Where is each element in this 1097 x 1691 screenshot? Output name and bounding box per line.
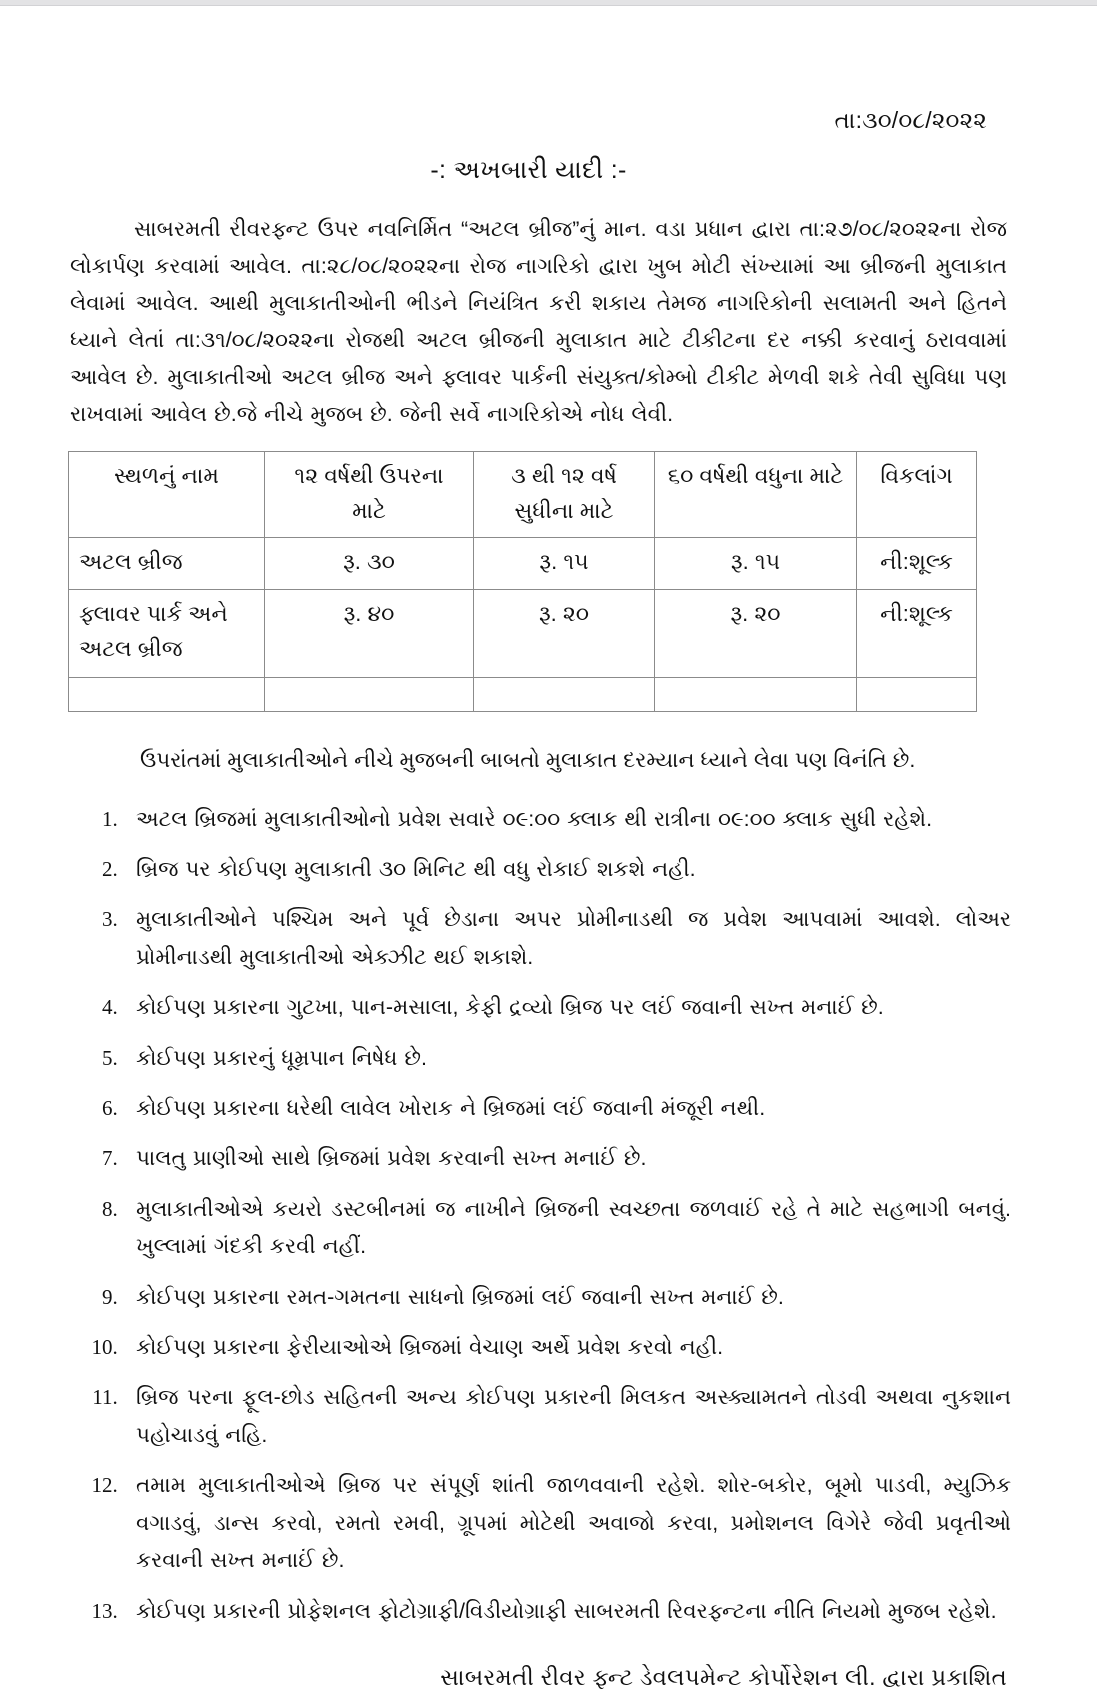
table-header-above60: ૬૦ વર્ષથી વધુના માટે — [655, 451, 857, 538]
cell-place: અટલ બ્રીજ — [69, 538, 265, 590]
list-item: 8. મુલાકાતીઓએ કયરો ડસ્ટબીનમાં જ નાખીને બ્રિજની સ્વચ્છતા જળવાઈં રહે તે માટે સહભાગી બનવું. ખુલ્લામાં ગંદકી કરવી નહીં. — [124, 1191, 1029, 1266]
cell-above60: રૂ. ૧૫ — [655, 538, 857, 590]
list-item: 3. મુલાકાતીઓને પશ્ચિમ અને પૂર્વ છેડાના અપર પ્રોમીનાડથી જ પ્રવેશ આપવામાં આવશે. લોઅર પ્રોમીનાડથી મુલાકાતીઓ એક્ઝીટ થઈ શકાશે. — [124, 901, 1029, 976]
cell-above12: રૂ. ૩૦ — [265, 538, 474, 590]
table-header-disabled: વિકલાંગ — [857, 451, 977, 538]
cell-disabled: ની:શૂલ્ક — [857, 590, 977, 678]
list-item: 10. કોઈપણ પ્રકારના ફેરીયાઓએ બ્રિજમાં વેચાણ અર્થે પ્રવેશ કરવો નહી. — [124, 1329, 1029, 1366]
list-item: 9. કોઈપણ પ્રકારના રમત-ગમતના સાધનો બ્રિજમાં લઈં જવાની સખ્ત મનાઈં છે. — [124, 1279, 1029, 1316]
list-item: 1. અટલ બ્રિજમાં મુલાકાતીઓનો પ્રવેશ સવારે ૦૯:૦૦ ક્લાક થી રાત્રીના ૦૯:૦૦ ક્લાક સુધી રહેશે. — [124, 801, 1029, 838]
table-header-place: સ્થળનું નામ — [69, 451, 265, 538]
table-header-row — [69, 451, 977, 538]
window-top-strip — [0, 0, 1097, 6]
list-item: 7. પાલતુ પ્રાણીઓ સાથે બ્રિજમાં પ્રવેશ કરવાની સખ્ત મનાઈં છે. — [124, 1140, 1029, 1177]
list-item: 4. કોઈપણ પ્રકારના ગુટખા, પાન-મસાલા, કેફી દ્રવ્યો બ્રિજ પર લઈં જવાની સખ્ત મનાઈં છે. — [124, 989, 1029, 1026]
document-page — [0, 7, 1097, 1690]
fare-table — [68, 451, 977, 712]
cell-age3to12 — [474, 678, 655, 712]
page-title: -: અખબારી યાદી :- — [430, 156, 627, 184]
table-header-above12: ૧૨ વર્ષથી ઉપરના માટે — [265, 451, 474, 538]
list-item: 5. કોઈપણ પ્રકારનું ધૂમ્રપાન નિષેધ છે. — [124, 1040, 1029, 1077]
list-item: 6. કોઈપણ પ્રકારના ધરેથી લાવેલ ખોરાક ને બ્રિજમાં લઈં જવાની મંજૂરી નથી. — [124, 1090, 1029, 1127]
list-item: 13. કોઈપણ પ્રકારની પ્રોફેશનલ ફોટોગ્રાફી/વિડીયોગ્રાફી સાબરમતી રિવરફ્ન્ટના નીતિ નિયમો મુજબ રહેશે. — [124, 1593, 1029, 1630]
list-item: 12. તમામ મુલાકાતીઓએ બ્રિજ પર સંપૂર્ણ શાંતી જાળવવાની રહેશે. શોર-બકોર, બૂમો પાડવી, મ્યુઝિક વગાડવું, ડાન્સ કરવો, રમતો રમવી, ગ્રૂપમાં મોટેથી અવાજો કરવા, પ્રમોશનલ વિગેરે જેવી પ્રવૃતીઓ કરવાની સખ્ત મનાઈં છે. — [124, 1467, 1029, 1579]
table-row — [69, 590, 977, 678]
rules-list — [68, 801, 1029, 1630]
table-header-age3to12: ૩ થી ૧૨ વર્ષ સુધીના માટે — [474, 451, 655, 538]
cell-above12 — [265, 678, 474, 712]
cell-disabled: ની:શૂલ્ક — [857, 538, 977, 590]
cell-above60: રૂ. ૨૦ — [655, 590, 857, 678]
list-item: 2. બ્રિજ પર કોઈપણ મુલાકાતી ૩૦ મિનિટ થી વધુ રોકાઈ શકશે નહી. — [124, 851, 1029, 888]
intro-paragraph: સાબરમતી રીવરફ્ન્ટ ઉપર નવનિર્મિત “અટલ બ્રીજ”નું માન. વડા પ્રધાન દ્વારા તા:૨૭/૦૮/૨૦૨૨ના રોજ લોકાર્પણ કરવામાં આવેલ. તા:૨૮/૦૮/૨૦૨૨ના રોજ નાગરિકો દ્વારા ખુબ મોટી સંખ્યામાં આ બ્રીજની મુલાકાત લેવામાં આવેલ. આથી મુલાકાતીઓની ભીડને નિયંત્રિત કરી શકાય તેમજ નાગરિકોની સલામતી અને હિતને ધ્યાને લેતાં તા:૩૧/૦૮/૨૦૨૨ના રોજથી અટલ બ્રીજની મુલાકાત માટે ટીકીટના દર નક્કી કરવાનું ઠરાવવામાં આવેલ છે. મુલાકાતીઓ અટલ બ્રીજ અને ફ્લાવર પાર્કની સંયુક્ત/કોમ્બો ટીકીટ મેળવી શકે તેવી સુવિધા પણ રાખવામાં આવેલ છે.જે નીચે મુજબ છે. જેની સર્વે નાગરિકોએ નોધ લેવી. — [70, 217, 1007, 426]
cell-above12: રૂ. ૪૦ — [265, 590, 474, 678]
cell-age3to12: રૂ. ૨૦ — [474, 590, 655, 678]
cell-age3to12: રૂ. ૧૫ — [474, 538, 655, 590]
publisher-footer: સાબરમતી રીવર ફ્ન્ટ ડેવલપમેન્ટ કોર્પોરેશન લી. દ્વારા પ્રકાશિત — [440, 1663, 1007, 1690]
cell-place — [69, 678, 265, 712]
cell-above60 — [655, 678, 857, 712]
cell-disabled — [857, 678, 977, 712]
after-table-note: ઉપરાંતમાં મુલાકાતીઓને નીચે મુજબની બાબતો મુલાકાત દરમ્યાન ધ્યાને લેવા પણ વિનંતિ છે. — [140, 748, 916, 773]
table-row — [69, 678, 977, 712]
cell-place: ફ્લાવર પાર્ક અને અટલ બ્રીજ — [69, 590, 265, 678]
list-item: 11. બ્રિજ પરના ફૂલ-છોડ સહિતની અન્ય કોઈપણ પ્રકારની મિલકત અસ્ક્યામતને તોડવી અથવા નુકશાન પહોચાડવું નહિ. — [124, 1379, 1029, 1454]
table-row — [69, 538, 977, 590]
document-date: તા:૩૦/૦૮/૨૦૨૨ — [834, 107, 987, 133]
